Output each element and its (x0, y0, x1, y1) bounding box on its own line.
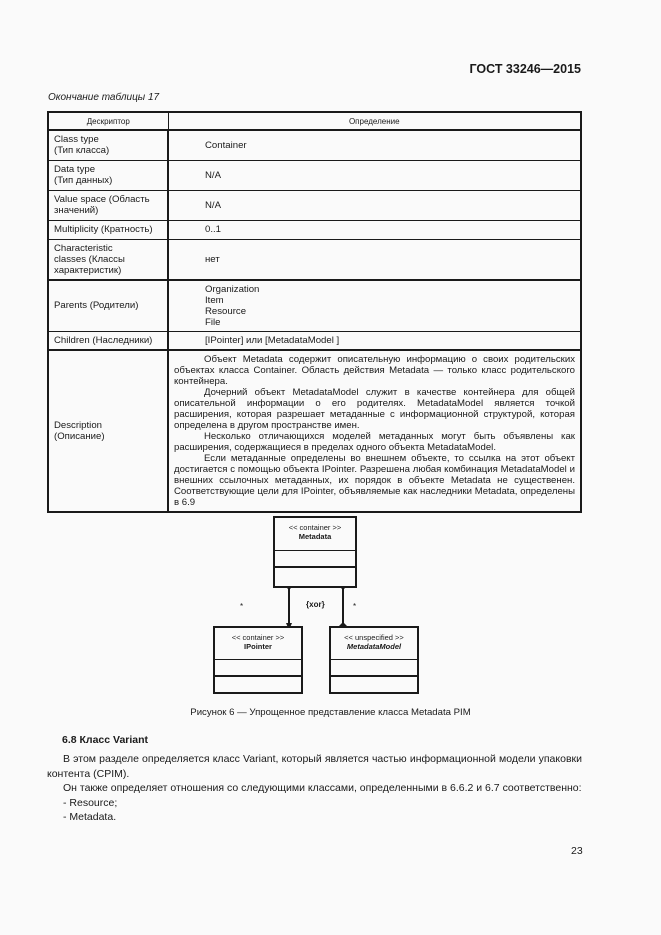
definition-cell: 0..1 (168, 220, 581, 239)
attributes-compartment (331, 660, 417, 677)
definition-cell: нет (168, 239, 581, 280)
stereotype-label: << unspecified >> (344, 633, 404, 642)
definition-cell: N/A (168, 160, 581, 190)
figure-caption: Рисунок 6 — Упрощенное представление класса Metadata PIM (190, 707, 471, 718)
uml-class-metadata (273, 516, 357, 588)
descriptor-cell: Data type (Тип данных) (48, 160, 168, 190)
class-name: MetadataModel (346, 642, 402, 651)
table-row (48, 190, 581, 220)
column-header-descriptor: Дескриптор (48, 112, 168, 130)
class-name: Metadata (298, 532, 332, 541)
descriptor-cell: Multiplicity (Кратность) (48, 220, 168, 239)
multiplicity-left: * (240, 602, 244, 611)
table-caption: Окончание таблицы 17 (48, 92, 160, 103)
page-number: 23 (571, 845, 583, 857)
descriptor-table (47, 111, 582, 513)
descriptor-cell: Description (Описание) (48, 350, 168, 512)
body-paragraph: Он также определяет отношения со следующими классами, определенными в 6.6.2 и 6.7 соответственно: (63, 782, 582, 794)
descriptor-cell: Value space (Область значений) (48, 190, 168, 220)
table-row (48, 350, 581, 512)
table-row (48, 160, 581, 190)
column-header-definition: Определение (168, 112, 581, 130)
section-body (47, 752, 582, 825)
multiplicity-right: * (353, 602, 357, 611)
table-row (48, 280, 581, 332)
uml-class-metadatamodel (329, 626, 419, 694)
stereotype-label: << container >> (231, 633, 285, 642)
descriptor-cell: Characteristic classes (Классы характеристик) (48, 239, 168, 280)
definition-cell (168, 350, 581, 512)
descriptor-cell: Parents (Родители) (48, 280, 168, 332)
definition-cell: N/A (168, 190, 581, 220)
table-row (48, 239, 581, 280)
definition-cell: Container (168, 130, 581, 160)
descriptor-cell: Children (Наследники) (48, 331, 168, 350)
description-paragraph: Если метаданные определены во внешнем объекте, то ссылка на этот объект достигается с помощью объекта IPointer. Разрешена любая комбинация MetadataModel и внешних ссылочных метаданных, их порядок в объекте Metadata не существенен. Соответствующие цели для IPointer, объявляемые как наследники Metadata, определены в 6.9 (174, 453, 575, 508)
definition-cell: Organization Item Resource File (168, 280, 581, 332)
class-name: IPointer (244, 642, 272, 651)
standard-code: ГОСТ 33246—2015 (469, 62, 581, 76)
uml-diagram (205, 516, 425, 698)
list-item: - Resource; (63, 796, 118, 809)
description-paragraph: Объект Metadata содержит описательную информацию о своих родительских объектах класса Container. Область действия Metadata — только класс родительского контейнера. (174, 354, 575, 387)
table-row (48, 130, 581, 160)
description-paragraph: Дочерний объект MetadataModel служит в качестве контейнера для общей описательной информации о его родителях. MetadataModel является точкой расширения, которая разрешает метаданные с информационной структурой, которая определена в другом пространстве имен. (174, 387, 575, 431)
definition-cell: [IPointer] или [MetadataModel ] (168, 331, 581, 350)
table-row (48, 220, 581, 239)
table-row (48, 331, 581, 350)
list-item: - Metadata. (63, 811, 117, 823)
body-paragraph: В этом разделе определяется класс Variant, который является частью информационной модели упаковки контента (CPIM). (47, 753, 582, 780)
xor-constraint: {xor} (306, 600, 325, 609)
uml-class-ipointer (213, 626, 303, 694)
description-paragraph: Несколько отличающихся моделей метаданных могут быть объявлены как расширения, содержащиеся в пределах одного объекта MetadataModel. (174, 431, 575, 453)
section-title: 6.8 Класс Variant (62, 734, 149, 746)
attributes-compartment (215, 660, 301, 677)
descriptor-cell: Class type (Тип класса) (48, 130, 168, 160)
stereotype-label: << container >> (288, 523, 342, 532)
attributes-compartment (275, 551, 355, 568)
